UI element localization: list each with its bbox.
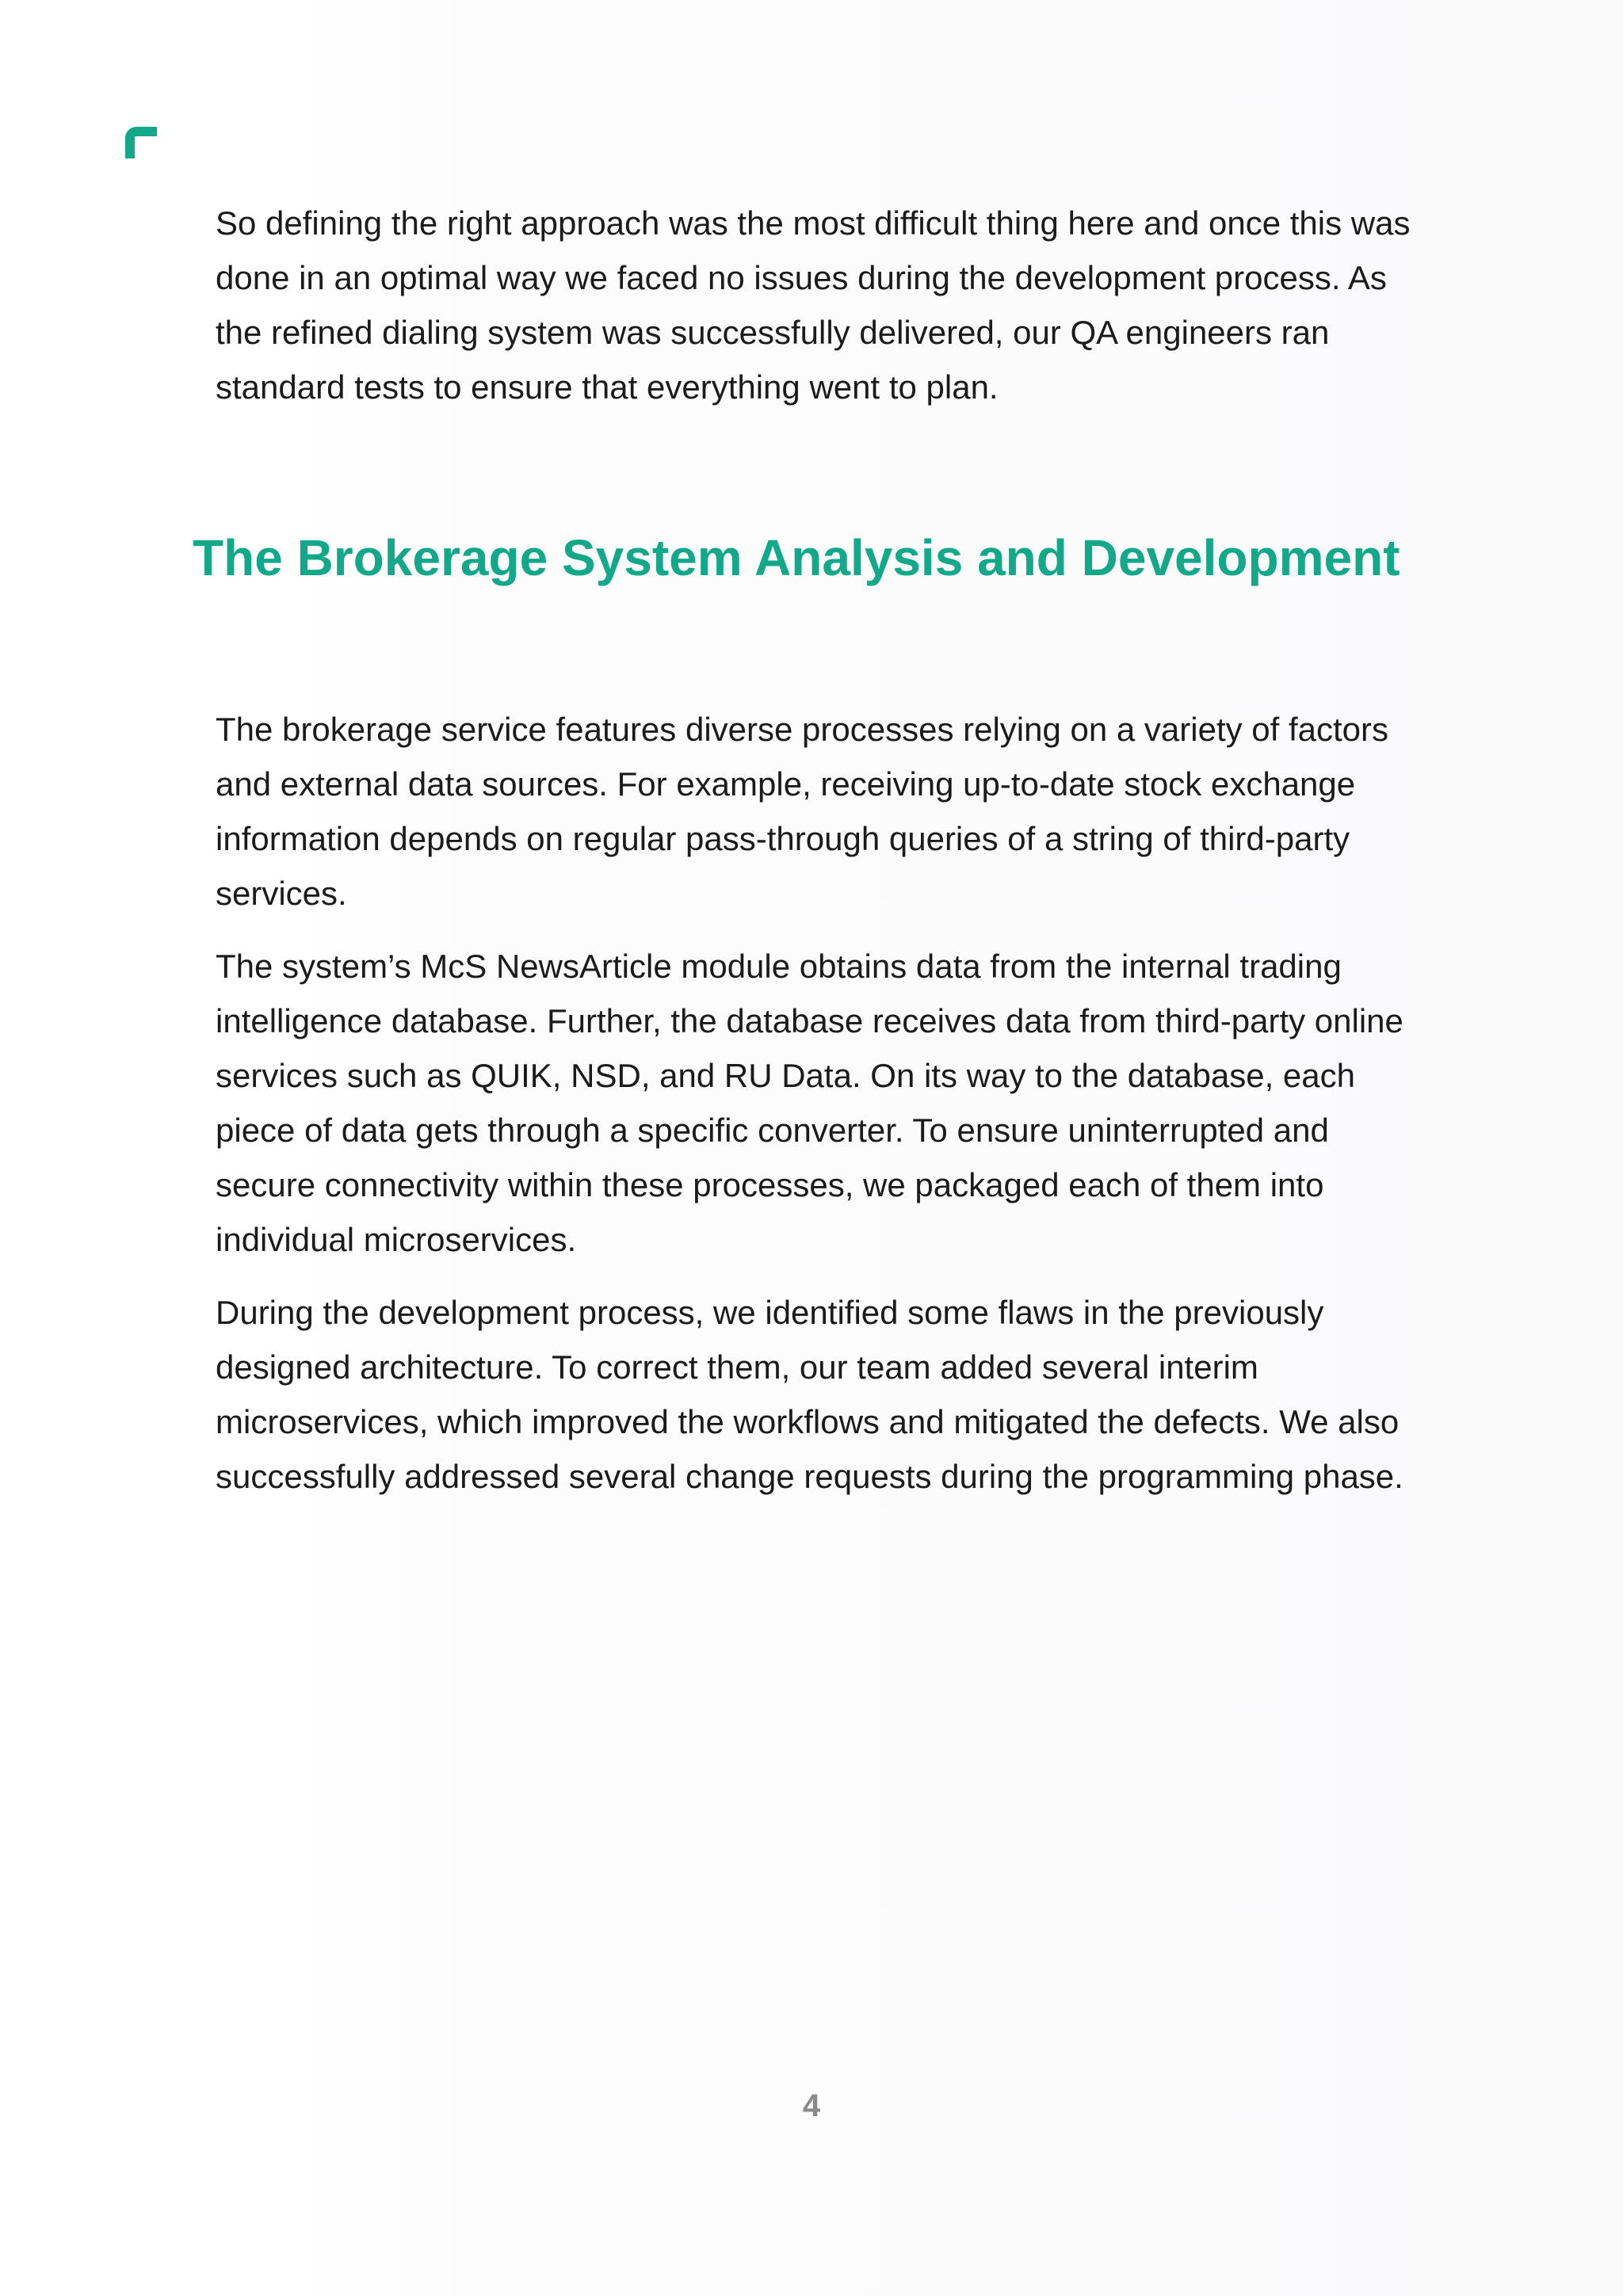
section-heading: The Brokerage System Analysis and Development [193, 529, 1400, 586]
section-paragraph-2: The system’s McS NewsArticle module obtains data from the internal trading intelligence database. Further, the database receives data from third-party online services such as QUIK, NSD, and RU Data. On its way to the database, each piece of data gets through a specific converter. To ensure uninterrupted and secure connectivity within these processes, we packaged each of them into individual microservices. [216, 948, 1403, 1258]
intro-paragraph: So defining the right approach was the most difficult thing here and once this was done in an optimal way we faced no issues during the development process. As the refined dialing system was successfully delivered, our QA engineers ran standard tests to ensure that everything went to plan. [216, 204, 1411, 406]
section-paragraph-3: During the development process, we identified some flaws in the previously designed architecture. To correct them, our team added several interim microservices, which improved the workflows and mitigated the defects. We also successfully addressed several change requests during the programming phase. [216, 1294, 1403, 1495]
corner-bracket-icon [125, 127, 157, 158]
page-number: 4 [802, 2088, 821, 2123]
section-paragraph-1: The brokerage service features diverse processes relying on a variety of factors and external data sources. For example, receiving up-to-date stock exchange information depends on regular pass-through queries of a string of third-party services. [216, 711, 1389, 912]
